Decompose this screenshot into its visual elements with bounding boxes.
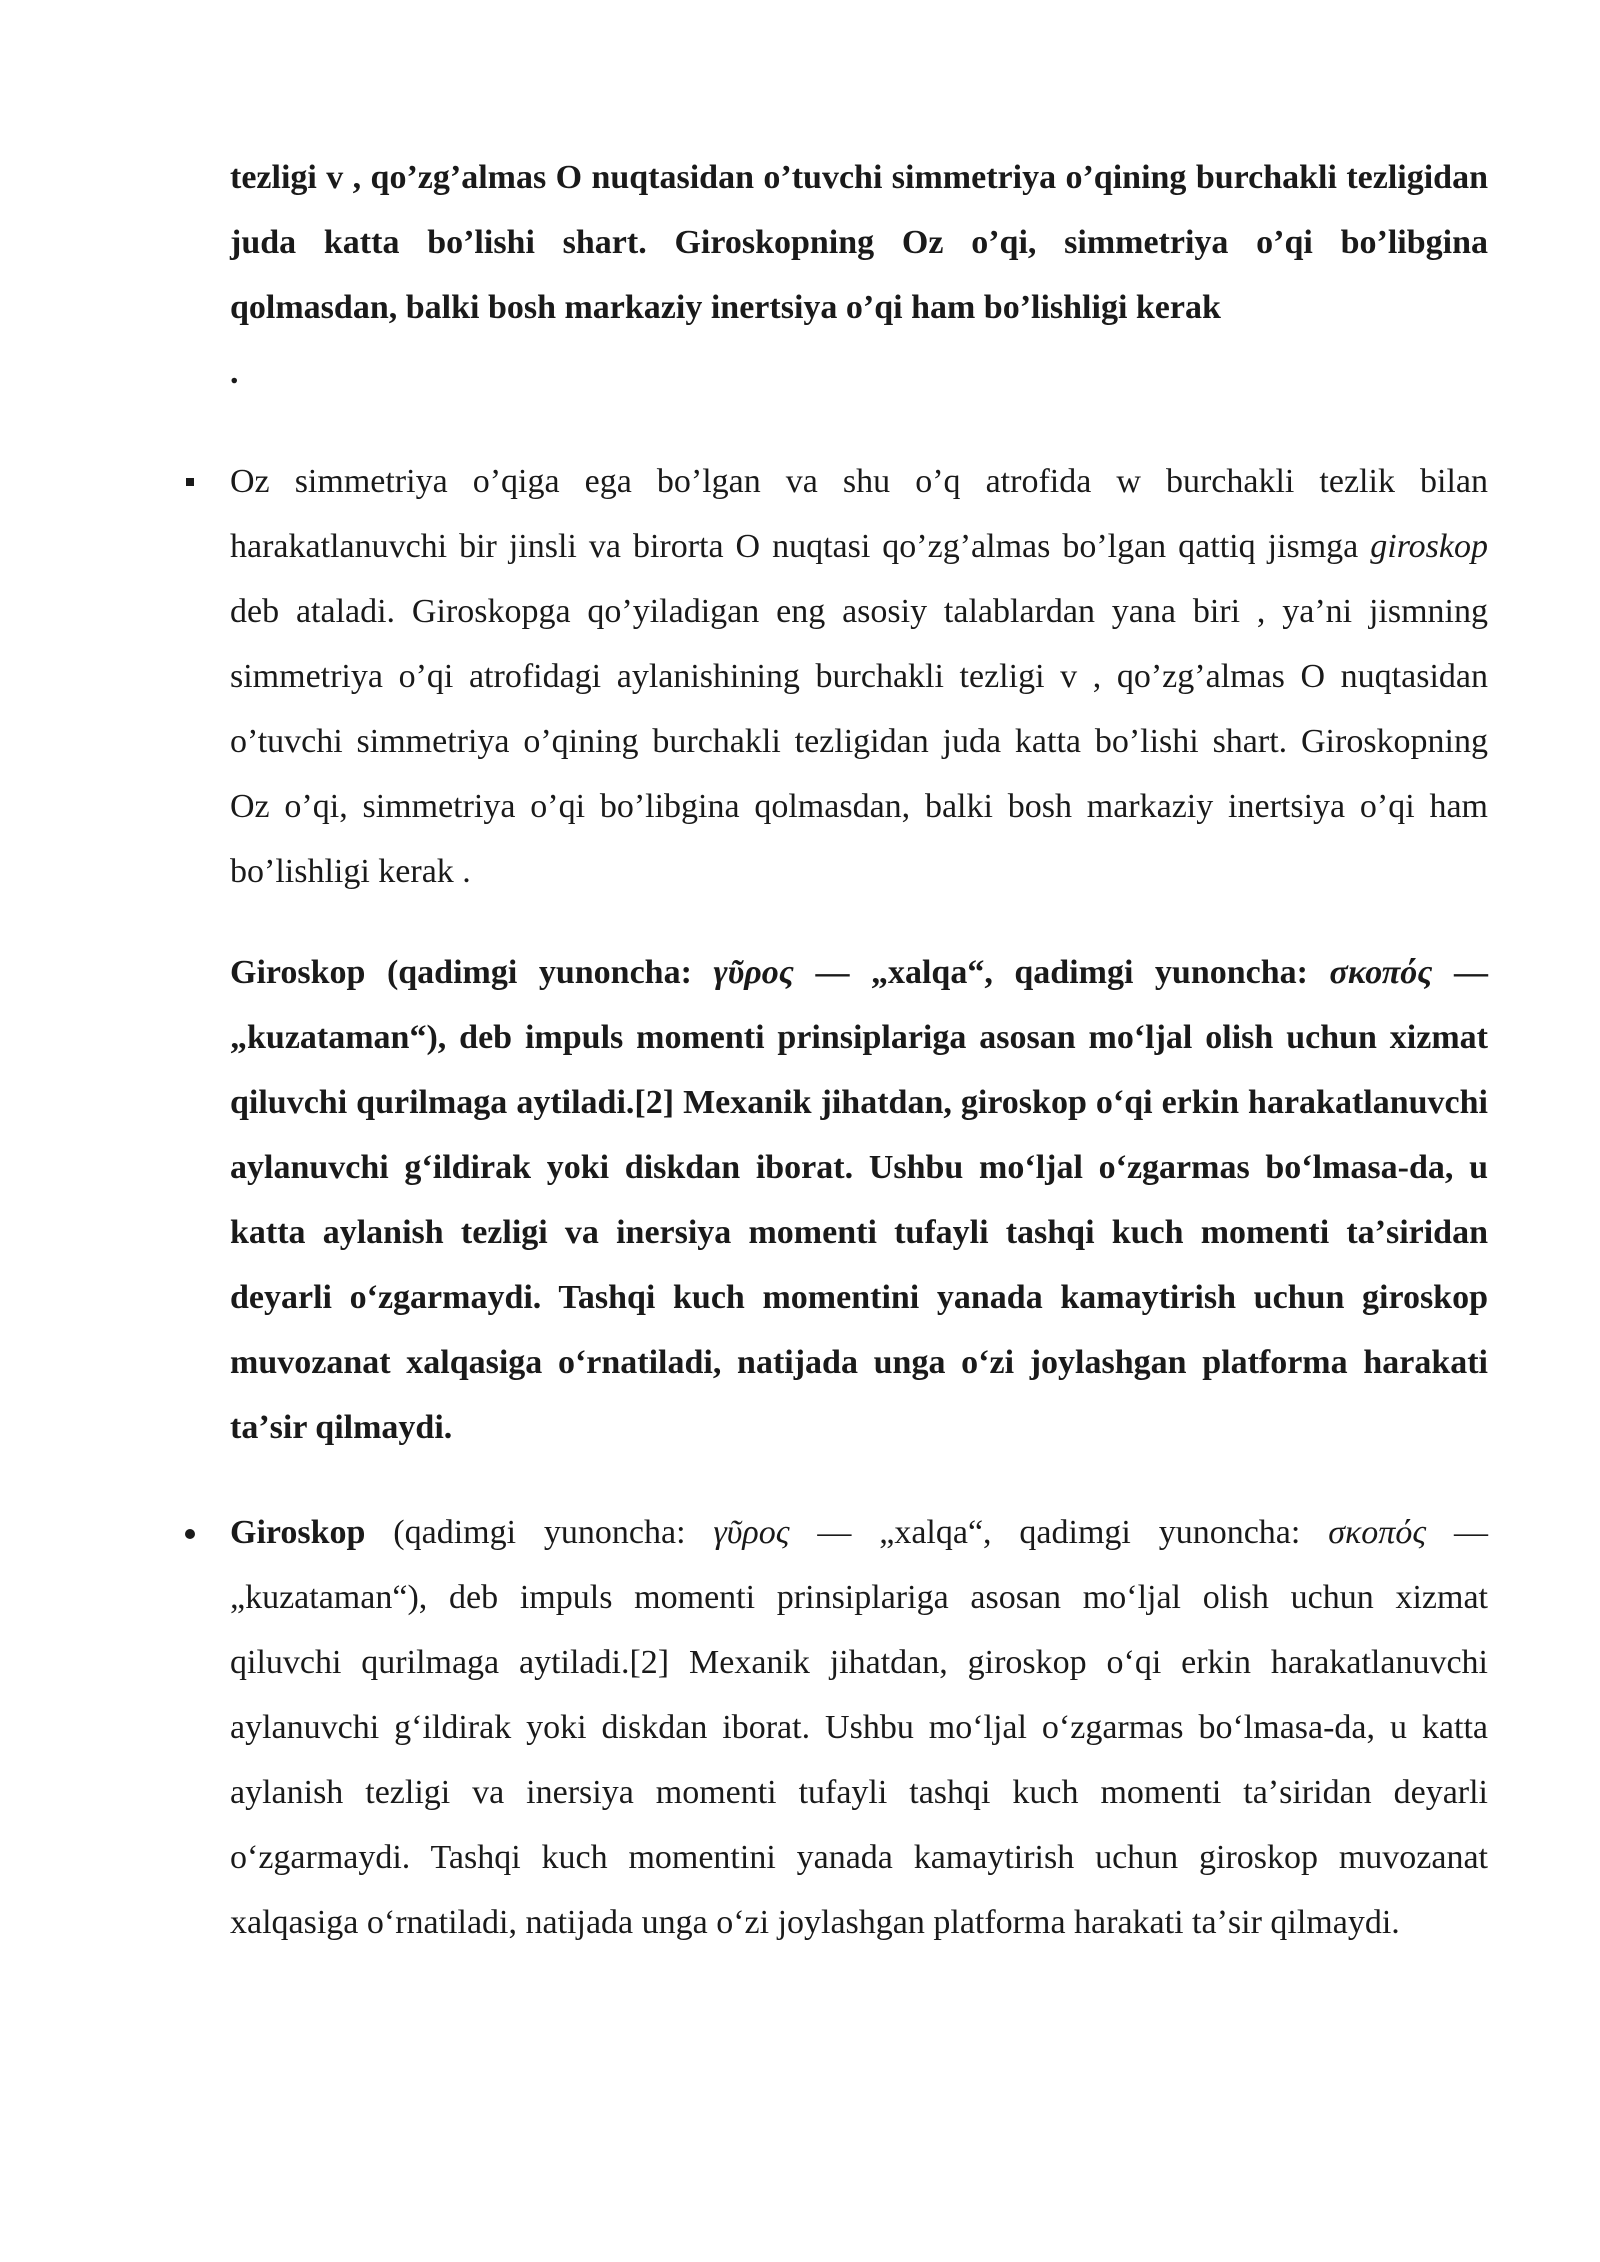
bold-giroskop-text-2: — „xalqa“, qadimgi yunoncha: <box>793 954 1330 991</box>
trailing-dot: . <box>230 354 239 391</box>
giroskop-regular-text-3: — „kuzataman“), deb impuls momenti prinsiplariga asosan moʻljal olish uchun xizmat qiluvchi qurilmaga aytiladi.[2] Mexanik jihatdan, giroskop oʻqi erkin harakatlanuvchi aylanuvchi gʻildirak yoki diskdan iborat. Ushbu moʻljal oʻzgarmas boʻlmasa-da, u katta aylanish tezligi va inersiya momenti tufayli tashqi kuch momenti taʼsiridan deyarli oʻzgarmaydi. Tashqi kuch momentini yanada kamaytirish uchun giroskop muvozanat xalqasiga oʻrnatiladi, natijada unga oʻzi joylashgan platforma harakati taʼsir qilmaydi. <box>230 1514 1488 1941</box>
paragraph-bold-giroskop <box>230 940 1488 1460</box>
giroskop-bold-term: Giroskop <box>230 1514 366 1551</box>
definition-text-2: deb ataladi. Giroskopga qo’yiladigan eng asosiy talablardan yana biri , ya’ni jismning simmetriya o’qi atrofidagi aylanishining burchakli tezligi v , qo’zg’almas O nuqtasidan o’tuvchi simmetriya o’qining burchakli tezligidan juda katta bo’lishi shart. Giroskopning Oz o’qi, simmetriya o’qi bo’libgina qolmasdan, balki bosh markaziy inertsiya o’qi ham bo’lishligi kerak . <box>230 593 1488 890</box>
list-item-square-bullet <box>230 449 1488 904</box>
giroskop-regular-text-1: (qadimgi yunoncha: <box>365 1514 714 1551</box>
round-bullet-icon <box>185 1529 195 1539</box>
giroskop-regular-greek-1: γῦρος <box>713 1514 790 1551</box>
paragraph-bold-intro-text: tezligi v , qo’zg’almas O nuqtasidan o’tuvchi simmetriya o’qining burchakli tezligidan juda katta bo’lishi shart. Giroskopning Oz o’qi, simmetriya o’qi bo’libgina qolmasdan, balki bosh markaziy inertsiya o’qi ham bo’lishligi kerak <box>230 159 1488 326</box>
square-bullet-icon <box>186 478 194 486</box>
paragraph-definition <box>230 449 1488 904</box>
document-page <box>230 145 1488 1955</box>
giroskop-regular-text-2: — „xalqa“, qadimgi yunoncha: <box>789 1514 1329 1551</box>
paragraph-giroskop-regular <box>230 1500 1488 1955</box>
bold-giroskop-text-1: Giroskop (qadimgi yunoncha: <box>230 954 714 991</box>
bold-giroskop-greek-2: σκοπός <box>1329 954 1433 991</box>
paragraph-trailing-dot <box>230 340 1488 405</box>
list-item-round-bullet <box>230 1500 1488 1955</box>
definition-italic-term: giroskop <box>1370 528 1488 565</box>
bold-giroskop-greek-1: γῦρος <box>713 954 794 991</box>
definition-text-1: Oz simmetriya o’qiga ega bo’lgan va shu o’q atrofida w burchakli tezlik bilan harakatlanuvchi bir jinsli va birorta O nuqtasi qo’zg’almas bo’lgan qattiq jismga <box>230 463 1488 565</box>
bold-giroskop-text-3: — „kuzataman“), deb impuls momenti prinsiplariga asosan moʻljal olish uchun xizmat qiluvchi qurilmaga aytiladi.[2] Mexanik jihatdan, giroskop oʻqi erkin harakatlanuvchi aylanuvchi gʻildirak yoki diskdan iborat. Ushbu moʻljal oʻzgarmas boʻlmasa-da, u katta aylanish tezligi va inersiya momenti tufayli tashqi kuch momenti taʼsiridan deyarli oʻzgarmaydi. Tashqi kuch momentini yanada kamaytirish uchun giroskop muvozanat xalqasiga oʻrnatiladi, natijada unga oʻzi joylashgan platforma harakati taʼsir qilmaydi. <box>230 954 1489 1446</box>
paragraph-bold-intro <box>230 145 1488 340</box>
giroskop-regular-greek-2: σκοπός <box>1328 1514 1427 1551</box>
